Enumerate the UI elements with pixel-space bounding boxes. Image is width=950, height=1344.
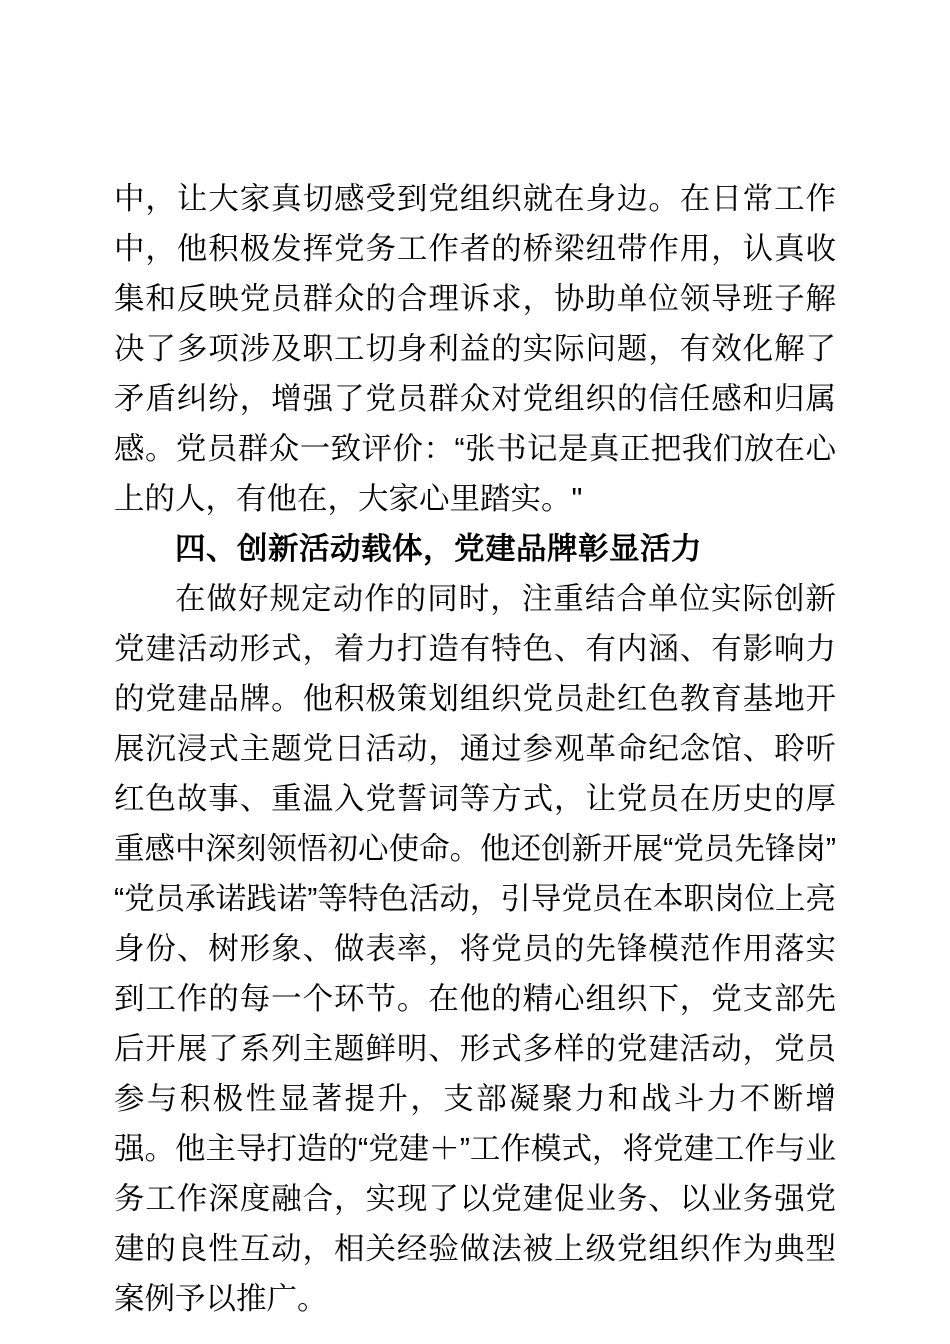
document-text-body [114, 174, 836, 1324]
heading-section-four: 四、创新活动载体，党建品牌彰显活力 [175, 532, 702, 566]
paragraph-section-four-body: 在做好规定动作的同时，注重结合单位实际创新党建活动形式，着力打造有特色、有内涵、有影响力的党建品牌。他积极策划组织党员赴红色教育基地开展沉浸式主题党日活动，通过参观革命纪念馆、聆听红色故事、重温入党誓词等方式，让党员在历史的厚重感中深刻领悟初心使命。他还创新开展“党员先锋岗”“党员承诺践诺”等特色活动，引导党员在本职岗位上亮身份、树形象、做表率，将党员的先锋模范作用落实到工作的每一个环节。在他的精心组织下，党支部先后开展了系列主题鲜明、形式多样的党建活动，党员参与积极性显著提升，支部凝聚力和战斗力不断增强。他主导打造的“党建＋”工作模式，将党建工作与业务工作深度融合，实现了以党建促业务、以业务强党建的良性互动，相关经验做法被上级党组织作为典型案例予以推广。 [114, 582, 836, 1316]
paragraph-continuation: 中，让大家真切感受到党组织就在身边。在日常工作中，他积极发挥党务工作者的桥梁纽带作用，认真收集和反映党员群众的合理诉求，协助单位领导班子解决了多项涉及职工切身利益的实际问题，有效化解了矛盾纠纷，增强了党员群众对党组织的信任感和归属感。党员群众一致评价：“张书记是真正把我们放在心上的人，有他在，大家心里踏实。" [114, 182, 836, 516]
